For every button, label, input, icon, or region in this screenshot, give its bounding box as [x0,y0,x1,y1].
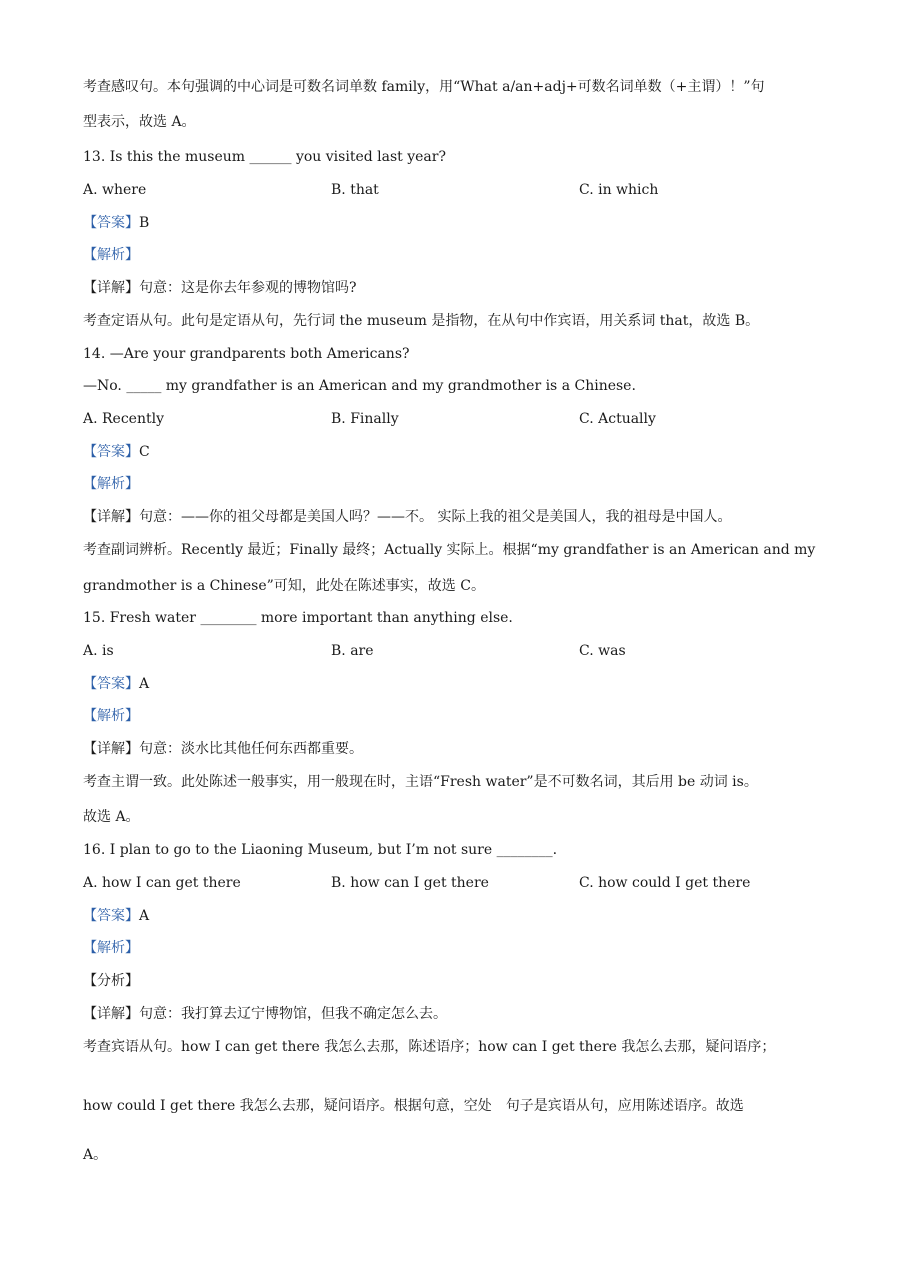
answer-tag: 【答案】 [83,908,139,924]
question-15-analysis-tag: 【解析】 [83,708,139,724]
question-15-stem: 15. Fresh water ________ more important than anything else. [83,610,513,626]
question-14-option-b: B. Finally [331,411,399,427]
question-14-option-a: A. Recently [83,411,164,427]
question-16-note-1: 考查宾语从句。how I can get there 我怎么去那，陈述语序；how can I get there 我怎么去那，疑问语序； [83,1039,776,1055]
question-14-note-2: grandmother is a Chinese”可知，此处在陈述事实，故选 C。 [83,578,485,594]
question-13-option-b: B. that [331,182,379,198]
detail-text: 句意：淡水比其他任何东西都重要。 [139,741,363,757]
question-14-option-c: C. Actually [579,411,656,427]
question-13-detail [83,278,357,298]
detail-tag: 【详解】 [83,509,139,525]
answer-tag: 【答案】 [83,444,139,460]
question-13-note-1: 考查定语从句。此句是定语从句，先行词 the museum 是指物，在从句中作宾语，用关系词 that，故选 B。 [83,313,760,329]
answer-tag: 【答案】 [83,215,139,231]
question-13-option-a: A. where [83,182,147,198]
question-16-stem: 16. I plan to go to the Liaoning Museum, but I’m not sure ________. [83,842,558,858]
question-15-option-c: C. was [579,643,626,659]
question-16-option-c: C. how could I get there [579,875,751,891]
question-15-note-2: 故选 A。 [83,809,140,825]
question-15-option-a: A. is [83,643,114,659]
question-14-stem: 14. —Are your grandparents both Americans? [83,346,410,362]
question-13-analysis-tag: 【解析】 [83,247,139,263]
question-16-detail [83,1004,447,1024]
detail-text: 句意：——你的祖父母都是美国人吗？——不。 实际上我的祖父是美国人，我的祖母是中国人。 [139,509,732,525]
answer-value: A [139,908,150,924]
question-14-detail [83,507,731,527]
question-16-option-a: A. how I can get there [83,875,241,891]
answer-tag: 【答案】 [83,676,139,692]
question-16-option-b: B. how can I get there [331,875,489,891]
question-15-answer [83,674,149,694]
question-14-stem-2: —No. _____ my grandfather is an American and my grandmother is a Chinese. [83,378,636,394]
detail-tag: 【详解】 [83,1006,139,1022]
answer-value: B [139,215,150,231]
detail-tag: 【详解】 [83,741,139,757]
detail-tag: 【详解】 [83,280,139,296]
question-14-analysis-tag: 【解析】 [83,476,139,492]
question-14-note-1: 考查副词辨析。Recently 最近；Finally 最终；Actually 实际上。根据“my grandfather is an American and my [83,542,816,558]
question-13-stem: 13. Is this the museum ______ you visited last year? [83,149,446,165]
question-15-detail [83,739,363,759]
answer-value: A [139,676,150,692]
intro-line-1: 考查感叹句。本句强调的中心词是可数名词单数 family，用“What a/an+adj+可数名词单数（+主谓）！”句 [83,79,765,95]
question-16-note-2: how could I get there 我怎么去那，疑问语序。根据句意，空处 句子是宾语从句，应用陈述语序。故选 [83,1098,744,1114]
question-14-answer [83,442,150,462]
question-15-note-1: 考查主谓一致。此处陈述一般事实，用一般现在时，主语“Fresh water”是不可数名词，其后用 be 动词 is。 [83,774,758,790]
intro-line-2: 型表示，故选 A。 [83,114,196,130]
detail-text: 句意：我打算去辽宁博物馆，但我不确定怎么去。 [139,1006,447,1022]
question-16-note-3: A。 [83,1147,108,1163]
answer-value: C [139,444,150,460]
question-16-answer [83,906,149,926]
question-15-option-b: B. are [331,643,374,659]
question-16-analysis-tag: 【解析】 [83,940,139,956]
question-13-answer [83,213,149,233]
detail-text: 句意：这是你去年参观的博物馆吗? [139,280,357,296]
question-16-extra-tag: 【分析】 [83,973,139,989]
question-13-option-c: C. in which [579,182,659,198]
